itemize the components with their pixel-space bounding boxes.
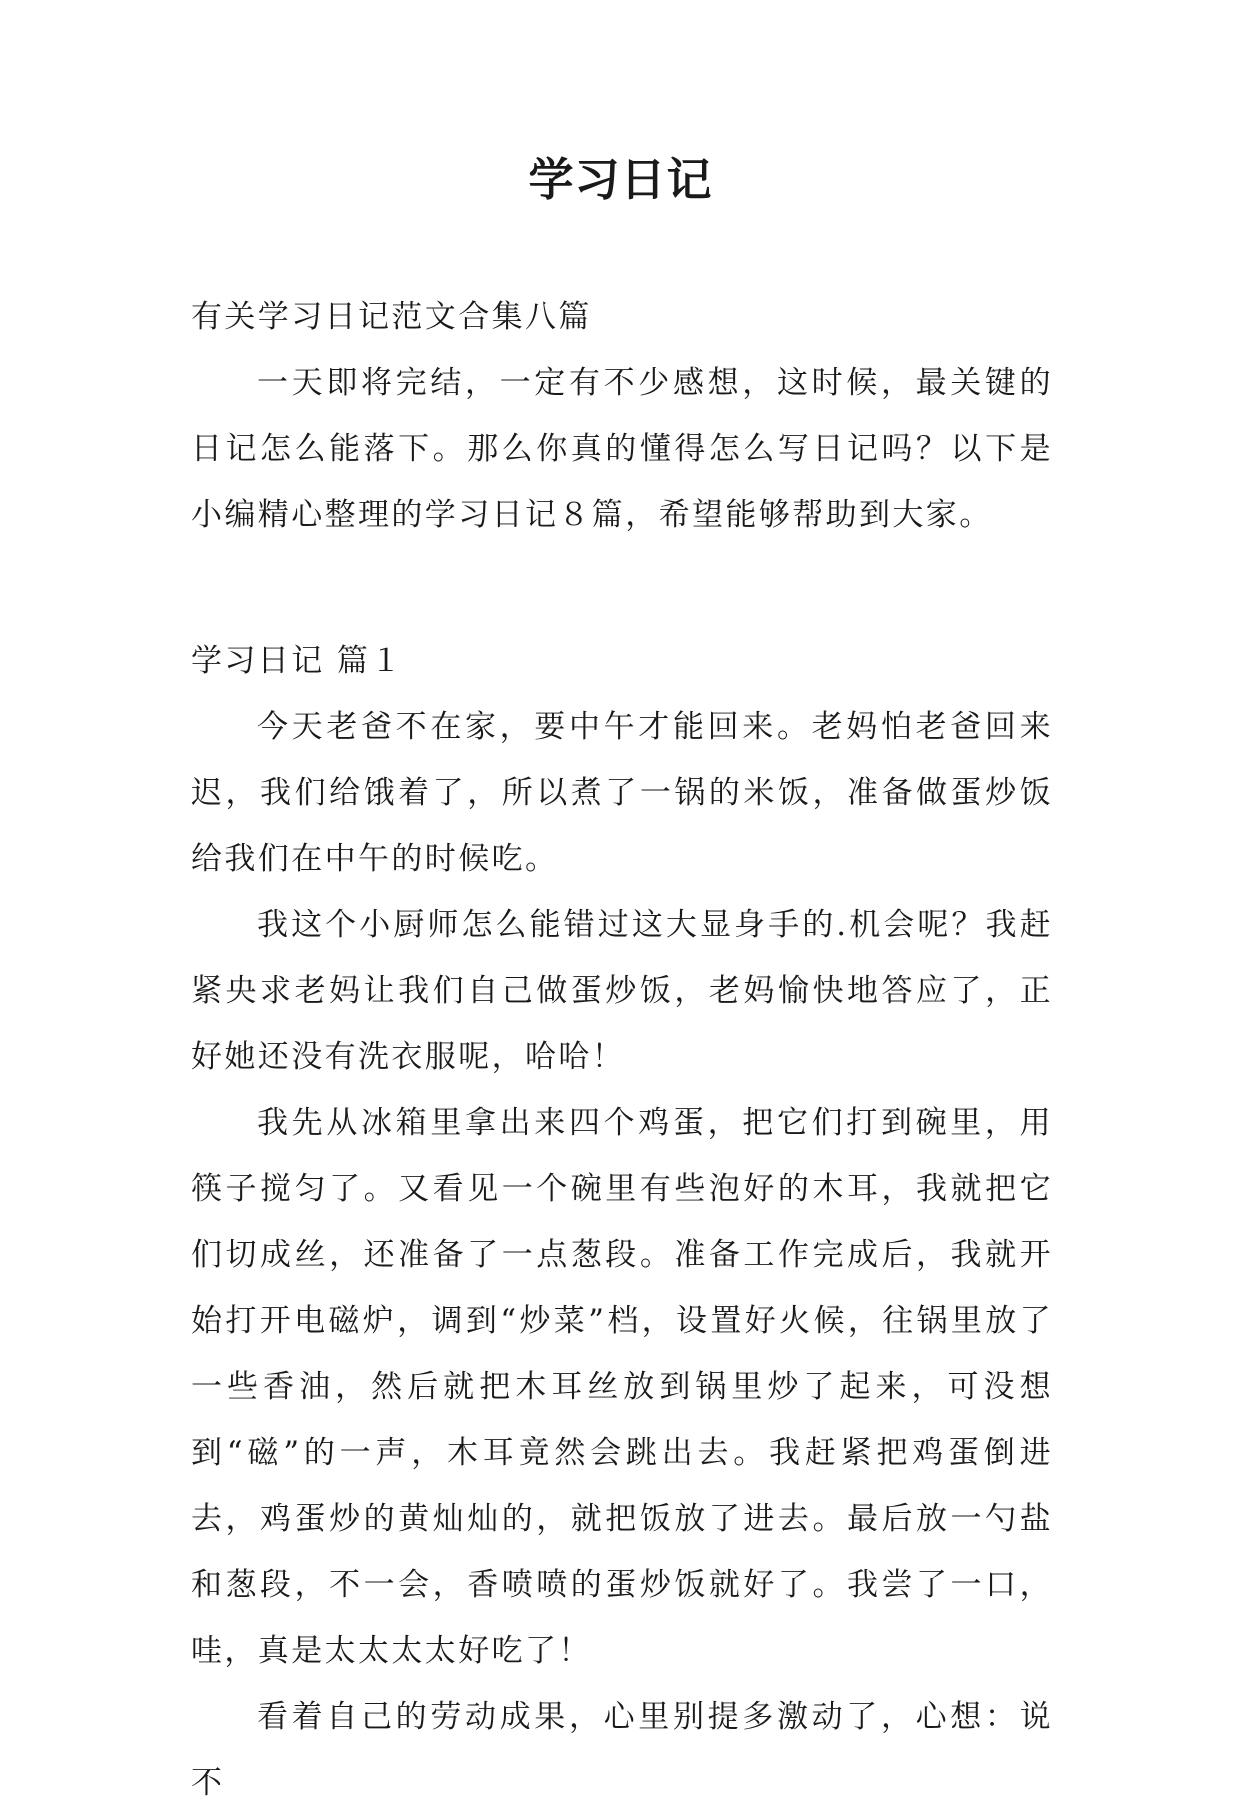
body-paragraph: 今天老爸不在家，要中午才能回来。老妈怕老爸回来迟，我们给饿着了，所以煮了一锅的米饭，准备做蛋炒饭给我们在中午的时候吃。 [191, 709, 1053, 877]
body-paragraph: 我这个小厨师怎么能错过这大显身手的.机会呢？我赶紧央求老妈让我们自己做蛋炒饭，老妈愉快地答应了，正好她还没有洗衣服呢，哈哈！ [191, 907, 1053, 1075]
document-title: 学习日记 [528, 153, 713, 206]
section-heading: 学习日记 篇１ [191, 643, 404, 679]
intro-paragraph: 一天即将完结，一定有不少感想，这时候，最关键的日记怎么能落下。那么你真的懂得怎么写日记吗？以下是小编精心整理的学习日记８篇，希望能够帮助到大家。 [191, 365, 1053, 533]
document-subtitle: 有关学习日记范文合集八篇 [191, 299, 592, 335]
body-paragraph: 我先从冰箱里拿出来四个鸡蛋，把它们打到碗里，用筷子搅匀了。又看见一个碗里有些泡好的木耳，我就把它们切成丝，还准备了一点葱段。准备工作完成后，我就开始打开电磁炉，调到“炒菜”档，设置好火候，往锅里放了一些香油，然后就把木耳丝放到锅里炒了起来，可没想到“磁”的一声，木耳竟然会跳出去。我赶紧把鸡蛋倒进去，鸡蛋炒的黄灿灿的，就把饭放了进去。最后放一勺盐和葱段，不一会，香喷喷的蛋炒饭就好了。我尝了一口，哇，真是太太太太好吃了！ [191, 1105, 1053, 1669]
body-paragraph: 看着自己的劳动成果，心里别提多激动了，心想：说不 [191, 1699, 1053, 1801]
section-spacer [191, 548, 1053, 628]
document-body [191, 284, 1053, 1816]
